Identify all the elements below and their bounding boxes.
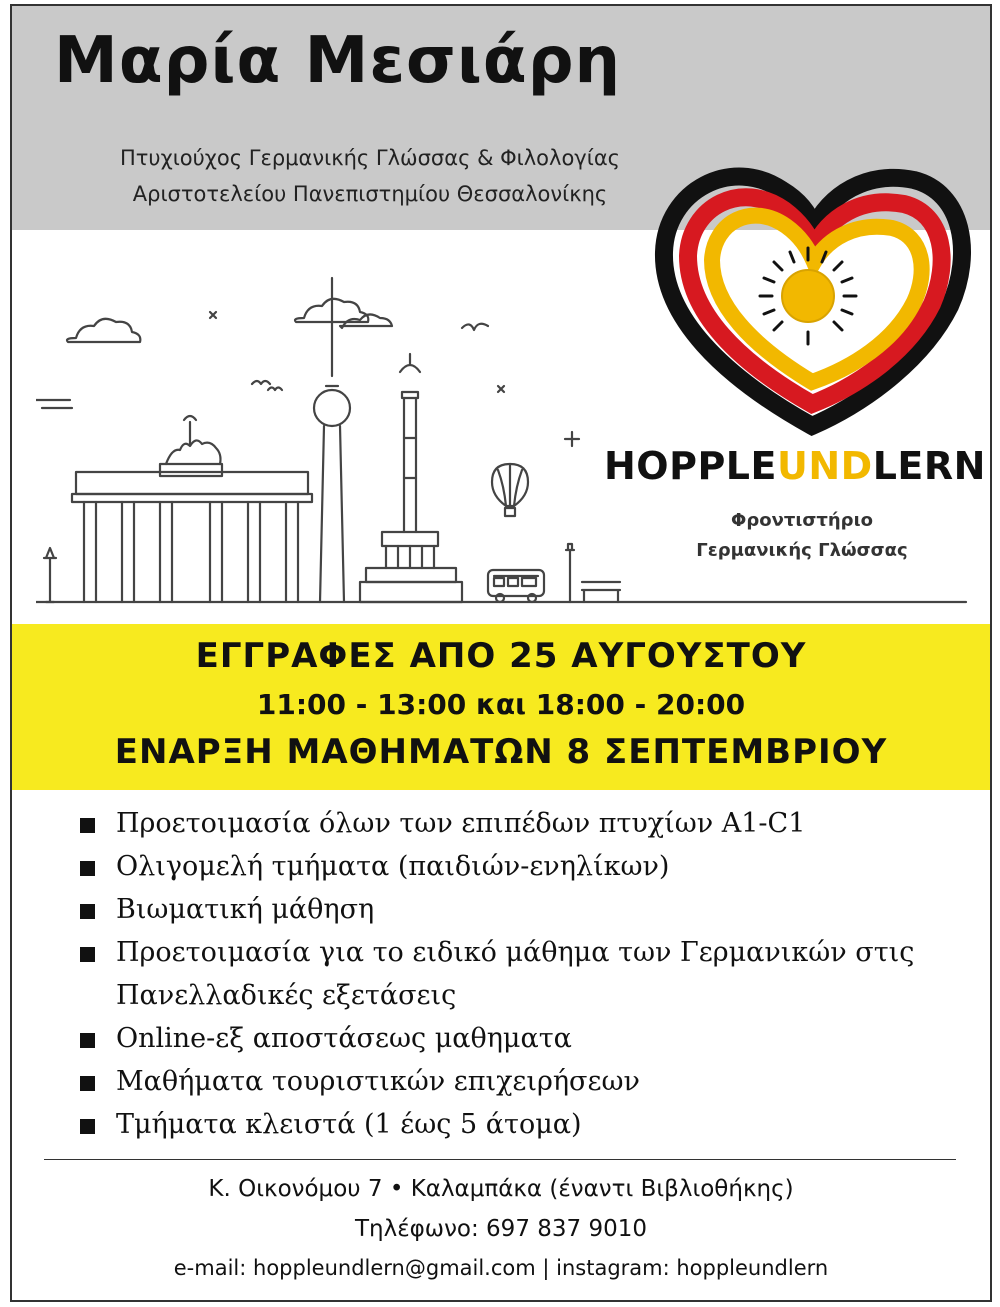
feature-text: Μαθήματα τουριστικών επιχειρήσεων: [116, 1066, 640, 1097]
registration-date: ΕΓΓΡΑΦΕΣ ΑΠΟ 25 ΑΥΓΟΥΣΤΟΥ: [195, 636, 807, 676]
list-item: [76, 1060, 956, 1103]
announcement-band: [12, 624, 990, 790]
list-item: [76, 845, 956, 888]
brand-subtitle-line-2: Γερμανικής Γλώσσας: [696, 540, 908, 561]
teacher-name: Μαρία Μεσιάρη: [54, 24, 622, 98]
bullet-square-icon: [80, 1076, 95, 1091]
brand-part-lern: LERN: [872, 444, 986, 488]
bullet-square-icon: [80, 1033, 95, 1048]
features-list: [76, 802, 956, 1146]
lessons-start-date: ΕΝΑΡΞΗ ΜΑΘΗΜΑΤΩΝ 8 ΣΕΠΤΕΜΒΡΙΟΥ: [114, 732, 888, 772]
feature-text: Προετοιμασία όλων των επιπέδων πτυχίων A1-C1: [116, 808, 806, 839]
brand-subtitle-line-1: Φροντιστήριο: [731, 510, 873, 531]
bullet-square-icon: [80, 904, 95, 919]
feature-text: Προετοιμασία για το ειδικό μάθημα των Γερμανικών στις Πανελλαδικές εξετάσεις: [116, 937, 915, 1011]
bullet-square-icon: [80, 947, 95, 962]
feature-text: Βιωματική μάθηση: [116, 894, 375, 925]
list-item: [76, 1103, 956, 1146]
list-item: [76, 888, 956, 931]
address: Κ. Οικονόμου 7 • Καλαμπάκα (έναντι Βιβλιοθήκης): [208, 1176, 794, 1202]
list-item: [76, 931, 956, 1017]
list-item: [76, 802, 956, 845]
feature-text: Online-εξ αποστάσεως μαθηματα: [116, 1023, 572, 1054]
bullet-square-icon: [80, 1119, 95, 1134]
divider: [44, 1159, 956, 1160]
german-flag-heart-sun-icon: [652, 156, 972, 446]
registration-hours: 11:00 - 13:00 και 18:00 - 20:00: [256, 688, 746, 721]
brand-wordmark: [604, 444, 986, 488]
brand-part-hopple: HOPPLE: [604, 444, 777, 488]
bullet-square-icon: [80, 818, 95, 833]
bullet-square-icon: [80, 861, 95, 876]
brand-part-und: UND: [776, 444, 873, 488]
credential-line-1: Πτυχιούχος Γερμανικής Γλώσσας & Φιλολογίας: [119, 146, 621, 170]
flyer: [10, 4, 992, 1302]
phone-number: Τηλέφωνο: 697 837 9010: [354, 1216, 648, 1242]
credential-line-2: Αριστοτελείου Πανεπιστημίου Θεσσαλονίκης: [132, 182, 608, 206]
email-instagram: e-mail: hoppleundlern@gmail.com | instagram: hoppleundlern: [173, 1256, 829, 1280]
feature-text: Τμήματα κλειστά (1 έως 5 άτομα): [116, 1109, 582, 1140]
list-item: [76, 1017, 956, 1060]
feature-text: Ολιγομελή τμήματα (παιδιών-ενηλίκων): [116, 851, 670, 882]
